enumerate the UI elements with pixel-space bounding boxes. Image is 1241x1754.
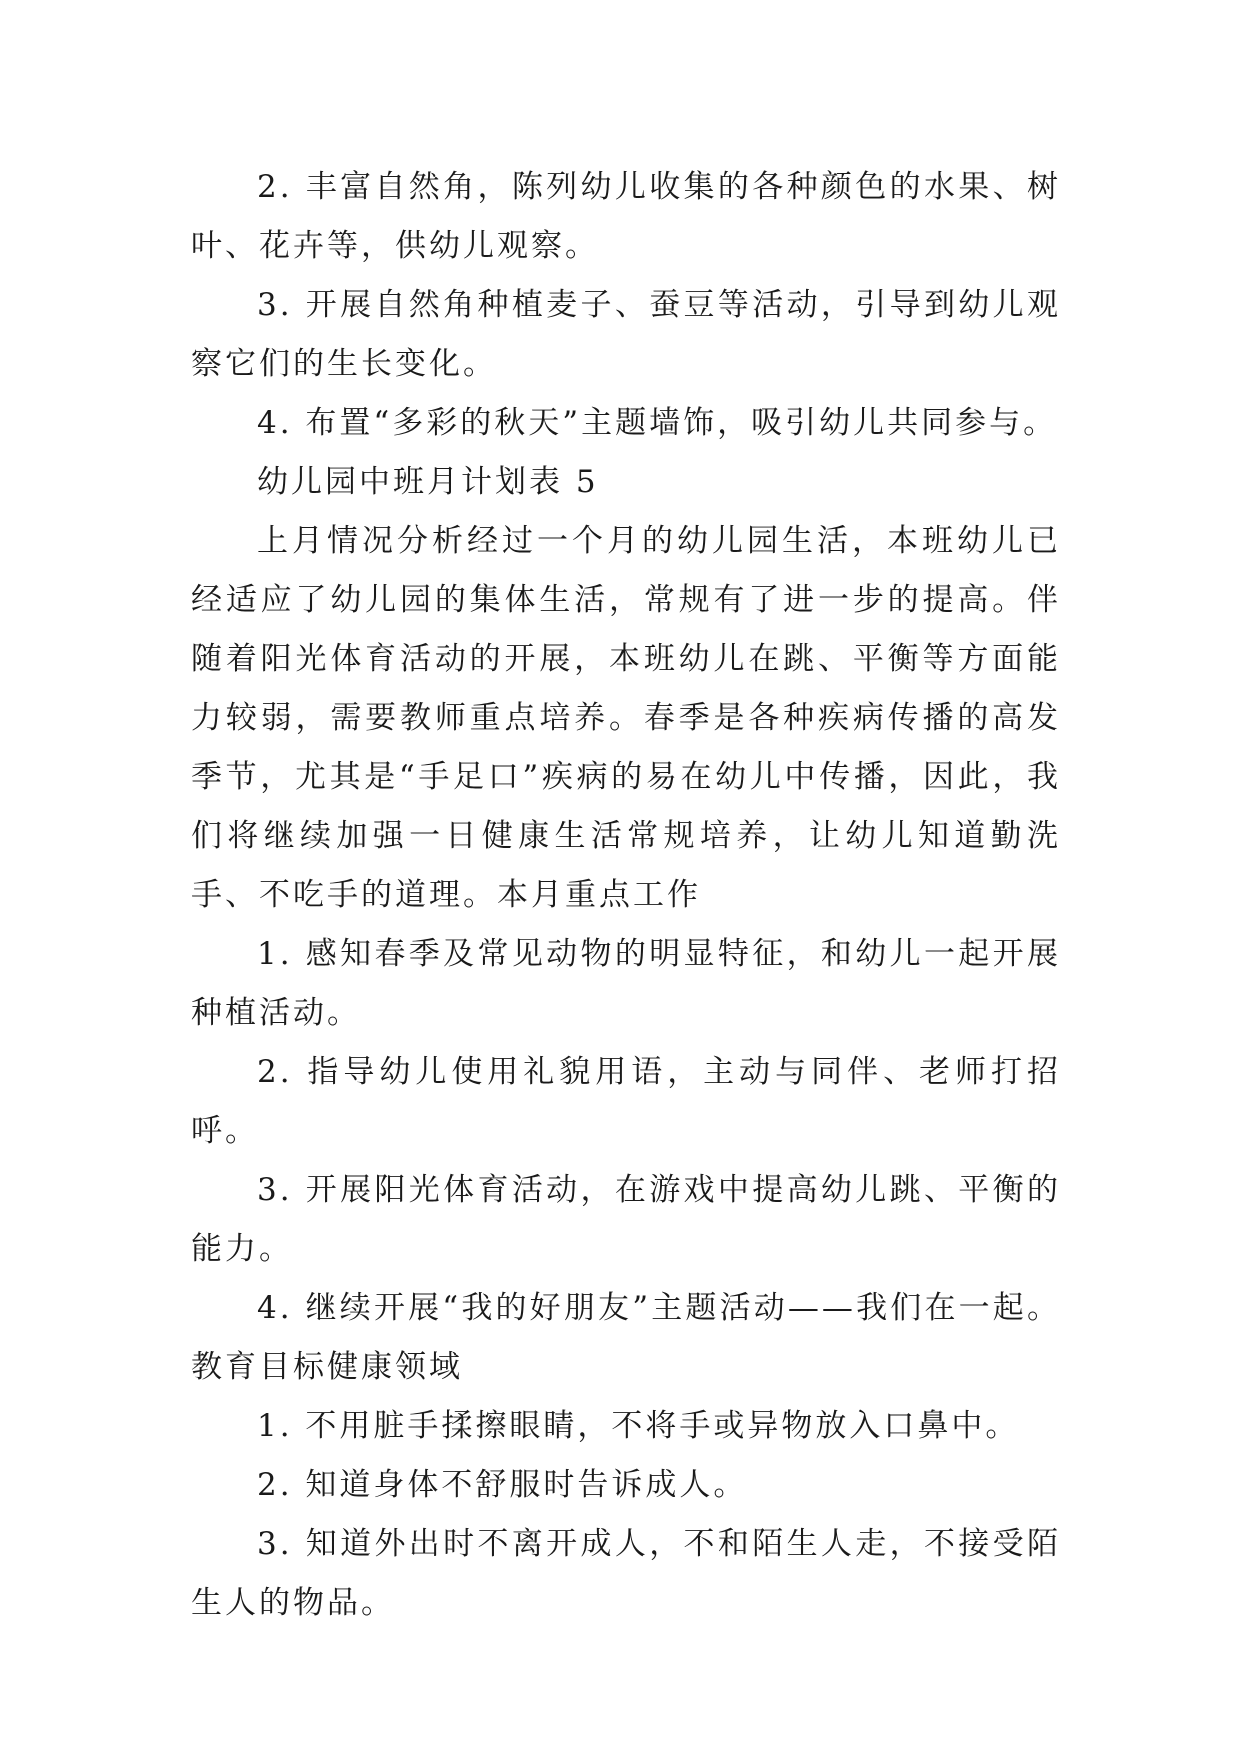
paragraph: 1. 感知春季及常见动物的明显特征，和幼儿一起开展种植活动。 — [191, 936, 1061, 1031]
paragraph: 3. 知道外出时不离开成人，不和陌生人走，不接受陌生人的物品。 — [191, 1526, 1061, 1621]
paragraph: 4. 继续开展“我的好朋友”主题活动——我们在一起。教育目标健康领域 — [191, 1290, 1061, 1385]
document-body — [191, 158, 1061, 1633]
paragraph: 4. 布置“多彩的秋天”主题墙饰，吸引幼儿共同参与。 — [257, 405, 1058, 441]
section-heading: 幼儿园中班月计划表 5 — [257, 464, 599, 500]
paragraph: 3. 开展阳光体育活动，在游戏中提高幼儿跳、平衡的能力。 — [191, 1172, 1061, 1267]
paragraph: 上月情况分析经过一个月的幼儿园生活，本班幼儿已经适应了幼儿园的集体生活，常规有了进一步的提高。伴随着阳光体育活动的开展，本班幼儿在跳、平衡等方面能力较弱，需要教师重点培养。春季是各种疾病传播的高发季节，尤其是“手足口”疾病的易在幼儿中传播，因此，我们将继续加强一日健康生活常规培养，让幼儿知道勤洗手、不吃手的道理。本月重点工作 — [191, 523, 1061, 913]
paragraph: 1. 不用脏手揉擦眼睛，不将手或异物放入口鼻中。 — [257, 1408, 1020, 1444]
paragraph: 3. 开展自然角种植麦子、蚕豆等活动，引导到幼儿观察它们的生长变化。 — [191, 287, 1061, 382]
paragraph: 2. 知道身体不舒服时告诉成人。 — [257, 1467, 748, 1503]
paragraph: 2. 指导幼儿使用礼貌用语，主动与同伴、老师打招呼。 — [191, 1054, 1061, 1149]
paragraph: 2. 丰富自然角，陈列幼儿收集的各种颜色的水果、树叶、花卉等，供幼儿观察。 — [191, 169, 1061, 264]
